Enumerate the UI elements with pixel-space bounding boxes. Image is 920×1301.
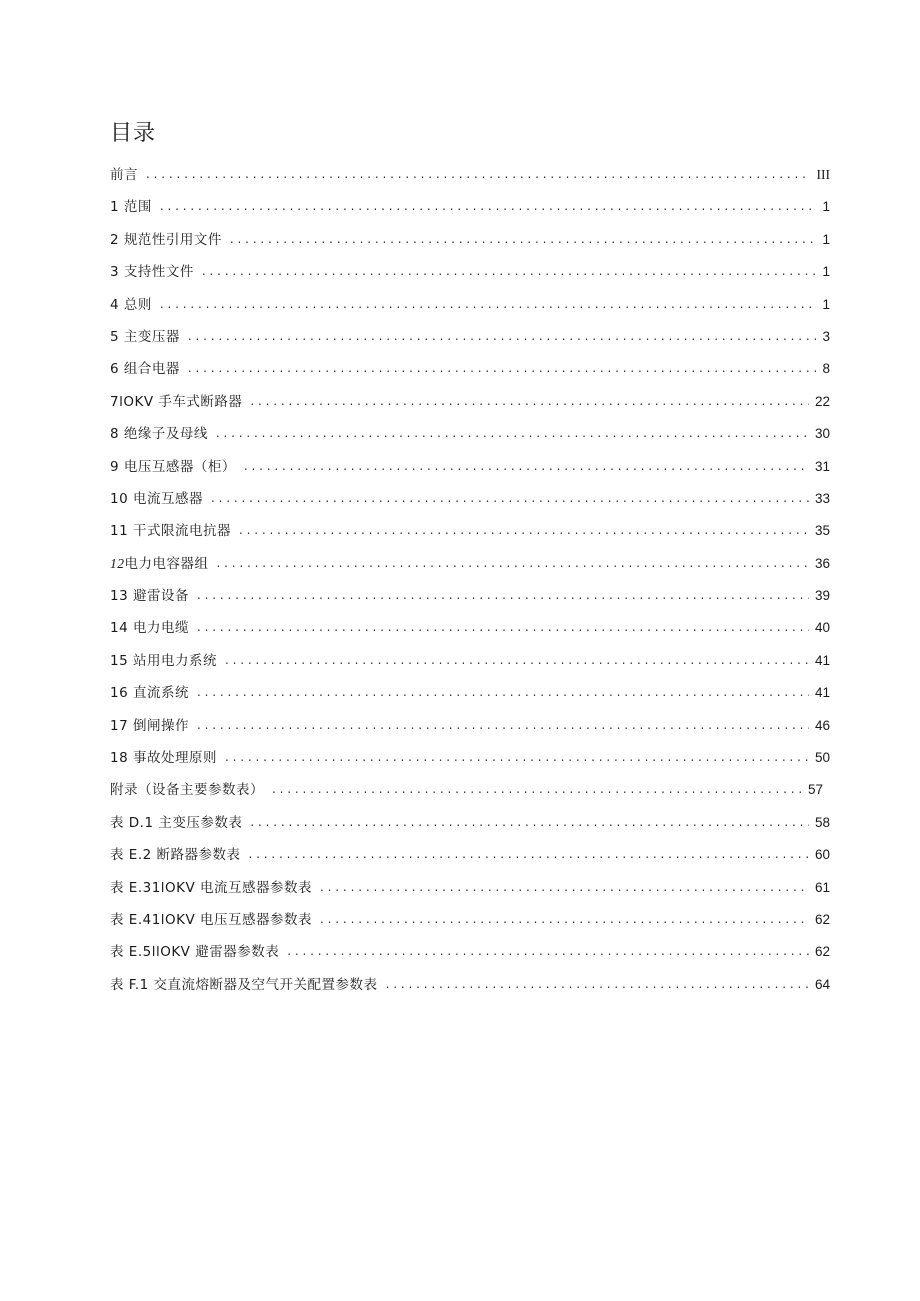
toc-entry[interactable]	[110, 326, 830, 358]
toc-entry[interactable]	[110, 650, 830, 682]
toc-entry-label	[110, 553, 209, 575]
toc-entry-page: 61	[814, 879, 830, 895]
toc-entry-label: 表 E.2 断路器参数表	[110, 847, 241, 864]
toc-entry-label: 前言	[110, 167, 138, 183]
toc-leader-dots	[197, 584, 809, 606]
toc-entry-page: 33	[814, 490, 830, 506]
toc-entry-label: 附录（设备主要参数表）	[110, 782, 264, 799]
toc-entry-label: 4 总则	[110, 296, 152, 313]
toc-entry[interactable]	[110, 877, 830, 909]
toc-entry[interactable]	[110, 974, 830, 1006]
toc-entry-page: 62	[814, 911, 830, 927]
toc-entry-label: 10 电流互感器	[110, 490, 203, 507]
toc-leader-dots	[249, 843, 809, 865]
toc-entry[interactable]	[110, 391, 830, 423]
toc-entry[interactable]	[110, 844, 830, 876]
toc-list	[110, 164, 830, 1006]
toc-leader-dots	[225, 746, 809, 768]
toc-entry[interactable]	[110, 456, 830, 488]
toc-leader-dots	[146, 163, 811, 185]
toc-entry-label: 表 E.31lOKV 电流互感器参数表	[110, 879, 313, 896]
toc-entry[interactable]	[110, 715, 830, 747]
toc-leader-dots	[272, 778, 802, 800]
toc-entry-page: 41	[814, 685, 830, 701]
toc-entry-label: 表 F.1 交直流熔断器及空气开关配置参数表	[110, 976, 378, 993]
toc-entry-page: 1	[822, 264, 830, 280]
toc-entry[interactable]	[110, 585, 830, 617]
toc-entry-label: 5 主变压器	[110, 328, 180, 345]
toc-entry-page: 22	[814, 393, 830, 409]
toc-leader-dots	[160, 293, 817, 315]
toc-leader-dots	[225, 649, 809, 671]
toc-entry-label: 15 站用电力系统	[110, 652, 217, 669]
toc-entry-label: 11 干式限流电抗器	[110, 523, 231, 540]
toc-entry-page: 64	[814, 976, 830, 992]
toc-entry[interactable]	[110, 229, 830, 261]
toc-entry-page: 3	[822, 328, 830, 344]
toc-title: 目录	[110, 121, 157, 146]
toc-entry-page: 46	[814, 717, 830, 733]
toc-entry-label: 8 绝缘子及母线	[110, 426, 208, 443]
toc-entry[interactable]	[110, 779, 830, 811]
toc-entry-number: 12	[110, 555, 125, 571]
toc-entry-text: 电力电容器组	[124, 555, 209, 572]
toc-entry[interactable]	[110, 682, 830, 714]
toc-entry-page: 36	[814, 555, 830, 571]
toc-entry-page: 39	[814, 588, 830, 604]
toc-leader-dots	[188, 325, 817, 347]
toc-leader-dots	[217, 552, 809, 574]
toc-entry-page: 1	[822, 199, 830, 215]
toc-entry-label: 表 E.41lOKV 电压互感器参数表	[110, 911, 313, 928]
toc-entry-label: 3 支持性文件	[110, 264, 194, 281]
toc-entry-page: 41	[814, 652, 830, 668]
toc-leader-dots	[216, 422, 809, 444]
toc-entry[interactable]	[110, 941, 830, 973]
toc-entry[interactable]	[110, 164, 830, 196]
toc-entry-page: 40	[814, 620, 830, 636]
toc-leader-dots	[202, 260, 817, 282]
toc-entry[interactable]	[110, 617, 830, 649]
toc-leader-dots	[250, 390, 809, 412]
toc-entry-page: 50	[814, 750, 830, 766]
toc-leader-dots	[230, 228, 817, 250]
toc-entry[interactable]	[110, 909, 830, 941]
toc-entry-page: 57	[807, 782, 823, 798]
toc-leader-dots	[320, 876, 809, 898]
toc-entry-label: 7lOKV 手车式断路器	[110, 393, 243, 410]
toc-entry-page: 35	[814, 523, 830, 539]
toc-leader-dots	[197, 616, 809, 638]
toc-entry-page: 8	[822, 361, 830, 377]
toc-entry-label: 13 避雷设备	[110, 588, 189, 605]
toc-entry[interactable]	[110, 358, 830, 390]
toc-entry[interactable]	[110, 294, 830, 326]
toc-entry-page: 62	[814, 944, 830, 960]
toc-entry[interactable]	[110, 812, 830, 844]
toc-leader-dots	[386, 973, 809, 995]
toc-entry[interactable]	[110, 553, 830, 585]
toc-entry-label: 17 倒闸操作	[110, 717, 189, 734]
toc-entry[interactable]	[110, 423, 830, 455]
toc-leader-dots	[320, 908, 809, 930]
toc-entry-label: 表 D.1 主变压参数表	[110, 814, 243, 831]
toc-entry-page: 30	[814, 426, 830, 442]
toc-entry-page: 1	[822, 296, 830, 312]
toc-entry-page: 31	[814, 458, 830, 474]
toc-entry[interactable]	[110, 520, 830, 552]
toc-entry-page: 1	[822, 231, 830, 247]
toc-leader-dots	[287, 940, 809, 962]
toc-leader-dots	[250, 811, 809, 833]
toc-entry-label: 14 电力电缆	[110, 620, 189, 637]
toc-entry-label: 16 直流系统	[110, 685, 189, 702]
toc-leader-dots	[244, 455, 809, 477]
toc-entry-label: 18 事故处理原则	[110, 750, 217, 767]
toc-entry-page: 60	[814, 847, 830, 863]
toc-leader-dots	[239, 519, 809, 541]
toc-entry-label: 1 范围	[110, 199, 152, 216]
toc-leader-dots	[197, 681, 809, 703]
toc-entry-label: 2 规范性引用文件	[110, 231, 222, 248]
toc-leader-dots	[211, 487, 809, 509]
toc-entry-label: 9 电压互感器（柜）	[110, 458, 236, 475]
toc-leader-dots	[188, 357, 817, 379]
toc-entry[interactable]	[110, 196, 830, 228]
toc-entry-label: 表 E.5llOKV 避雷器参数表	[110, 944, 280, 961]
toc-entry[interactable]	[110, 747, 830, 779]
toc-entry-label: 6 组合电器	[110, 361, 180, 378]
toc-leader-dots	[160, 195, 817, 217]
toc-entry[interactable]	[110, 261, 830, 293]
toc-entry[interactable]	[110, 488, 830, 520]
toc-entry-page: III	[816, 167, 830, 182]
toc-leader-dots	[197, 714, 809, 736]
toc-entry-page: 58	[814, 814, 830, 830]
